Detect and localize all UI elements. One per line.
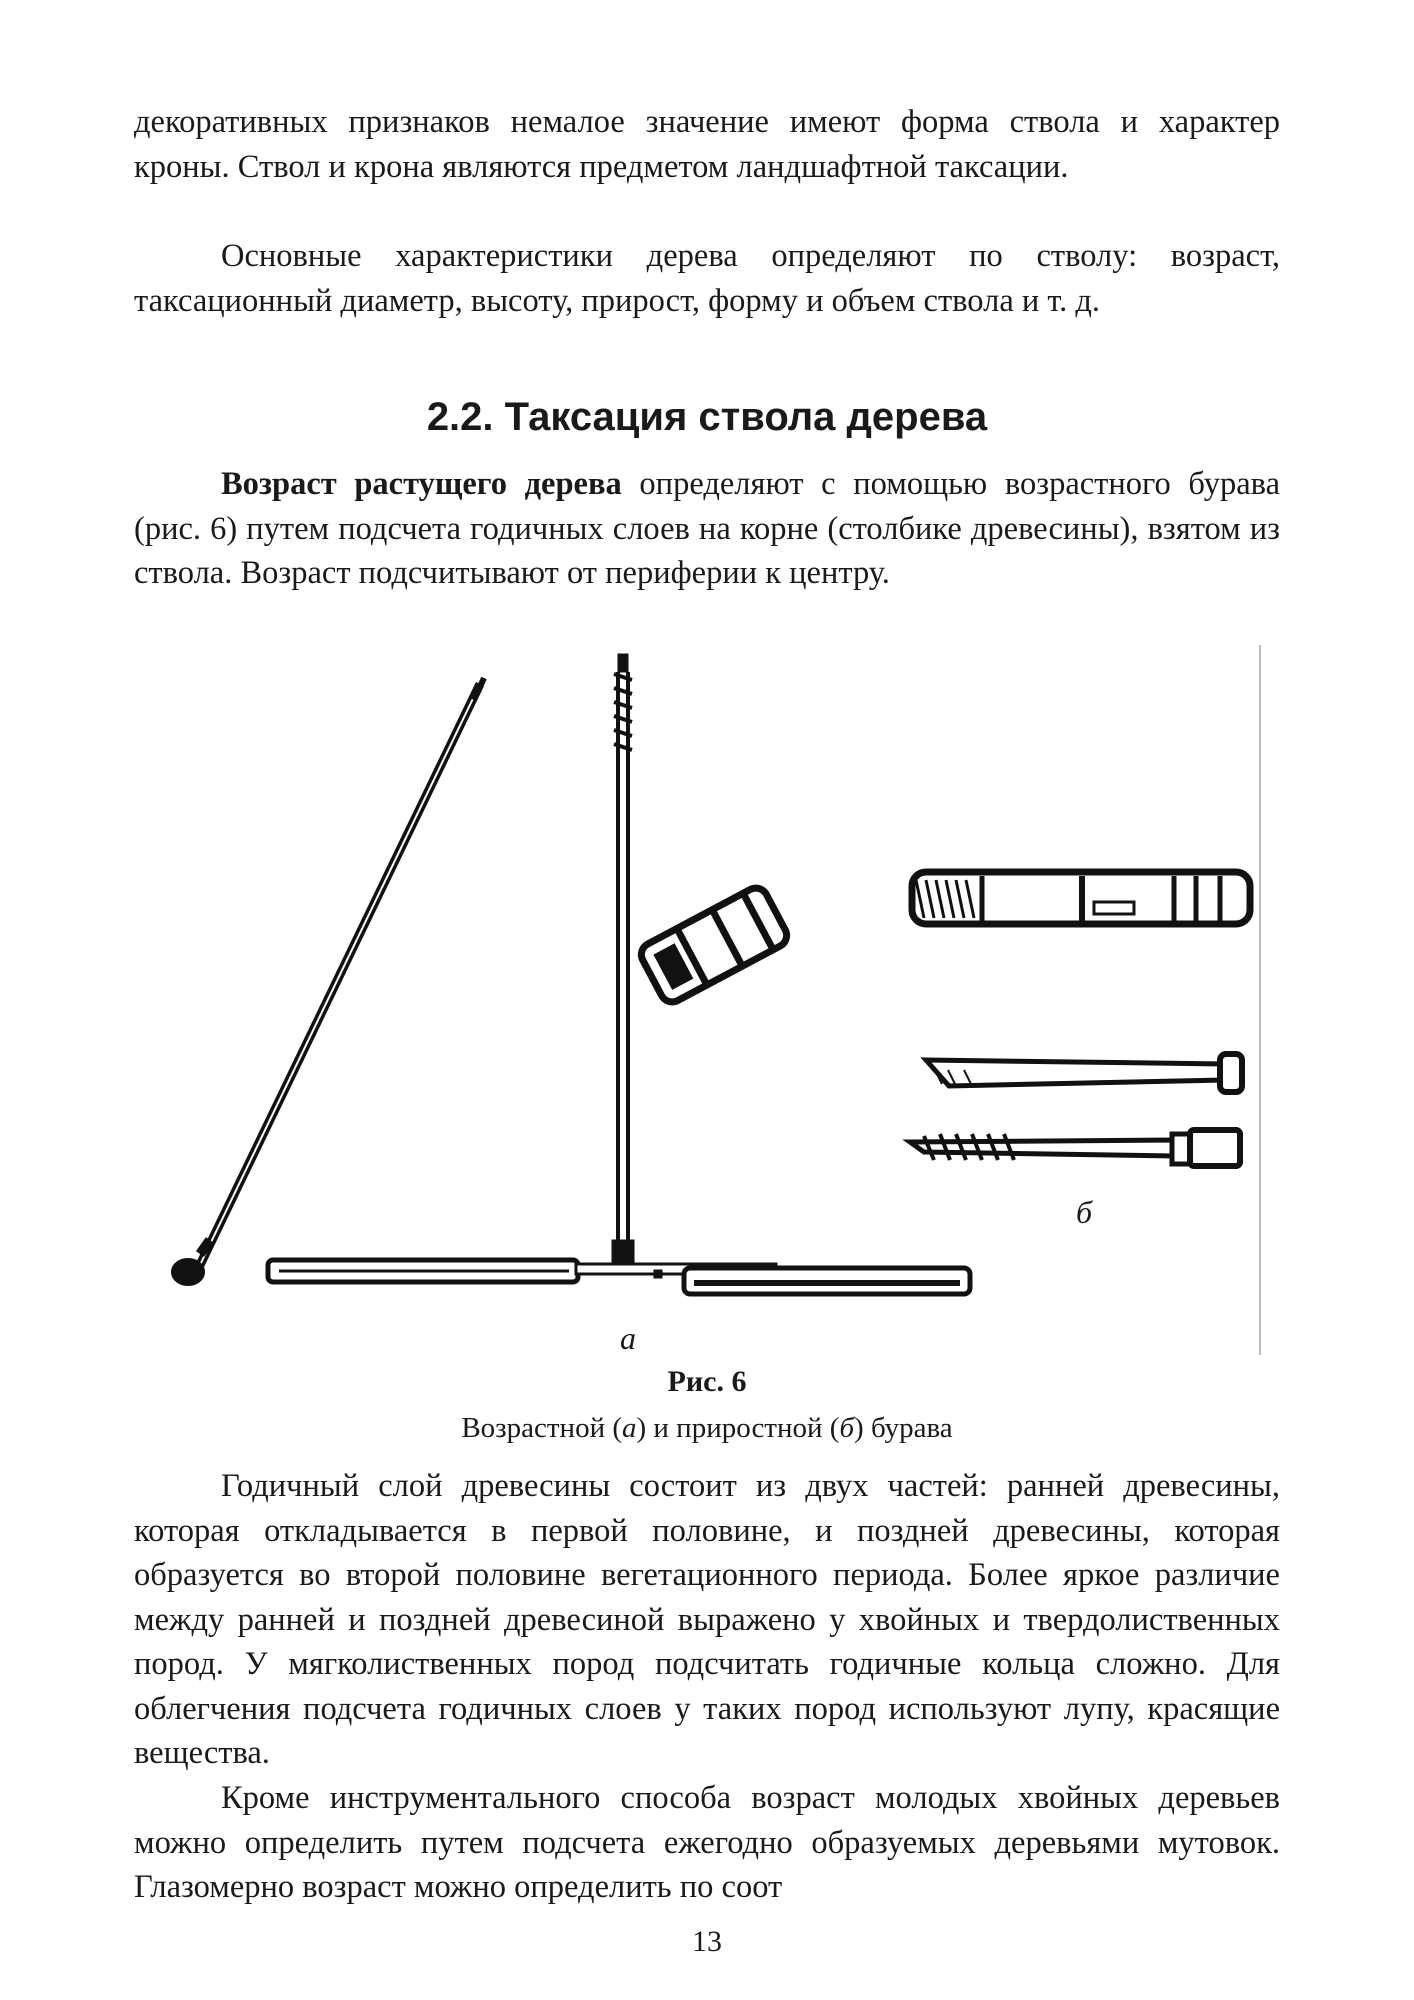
borer-sleeve [637,884,791,1006]
borer-bit [910,1130,1240,1166]
extractor-rod [172,678,484,1285]
paragraph-annual-ring: Годичный слой древесины состоит из двух частей: ранней древесины, которая откладывается в первой половине, и поздней древесины, которая образуется во второй половине вегетационного периода. Более яркое различие между ранней и поздней древесиной выражено у хвойных и твердолиственных пород. У мягколиственных пород подсчитать годичные кольца сложно. Для облегчения подсчета годичных слоев у таких пород используют лупу, красящие вещества. [134,1468,1280,1771]
paragraph-age-text: определяют с помощью возрастного бурава (рис. 6) путем подсчета годичных слоев на корне (столбике древесины), взятом из ствола. Возраст подсчитывают от периферии к центру. [134,466,1280,591]
page-number: 13 [692,1925,722,1958]
borer-tube [912,872,1250,924]
borer-shaft [612,654,634,1262]
paragraph-decorative: декоративных признаков немалое значение имеют форма ствола и характер кроны. Ствол и крона являются предметом ландшафтной таксации. [134,104,1280,185]
figure-caption: Возрастной (а) и приростной (б) бурава [461,1412,953,1444]
figure-caption-title: Рис. 6 [667,1365,747,1398]
borer-handle [268,1260,970,1294]
section-title: 2.2. Таксация ствола дерева [426,395,988,439]
figure-borers [134,640,1280,1360]
term-growing-tree-age: Возраст растущего дерева [221,466,622,502]
paragraph-characteristics: Основные характеристики дерева определяют по стволу: возраст, таксационный диаметр, высоту, прирост, форму и объем ствола и т. д. [134,238,1280,319]
borer-illustration [134,640,1280,1360]
paragraph-age [134,462,1280,596]
borer-spoon [926,1054,1242,1092]
paragraph-whorls: Кроме инструментального способа возраст молодых хвойных деревьев можно определить путем подсчета ежегодно образуемых деревьями мутовок. Глазомерно возраст можно определить по соот [134,1780,1280,1905]
label-b: б [1076,1194,1093,1230]
label-a: а [620,1320,636,1356]
